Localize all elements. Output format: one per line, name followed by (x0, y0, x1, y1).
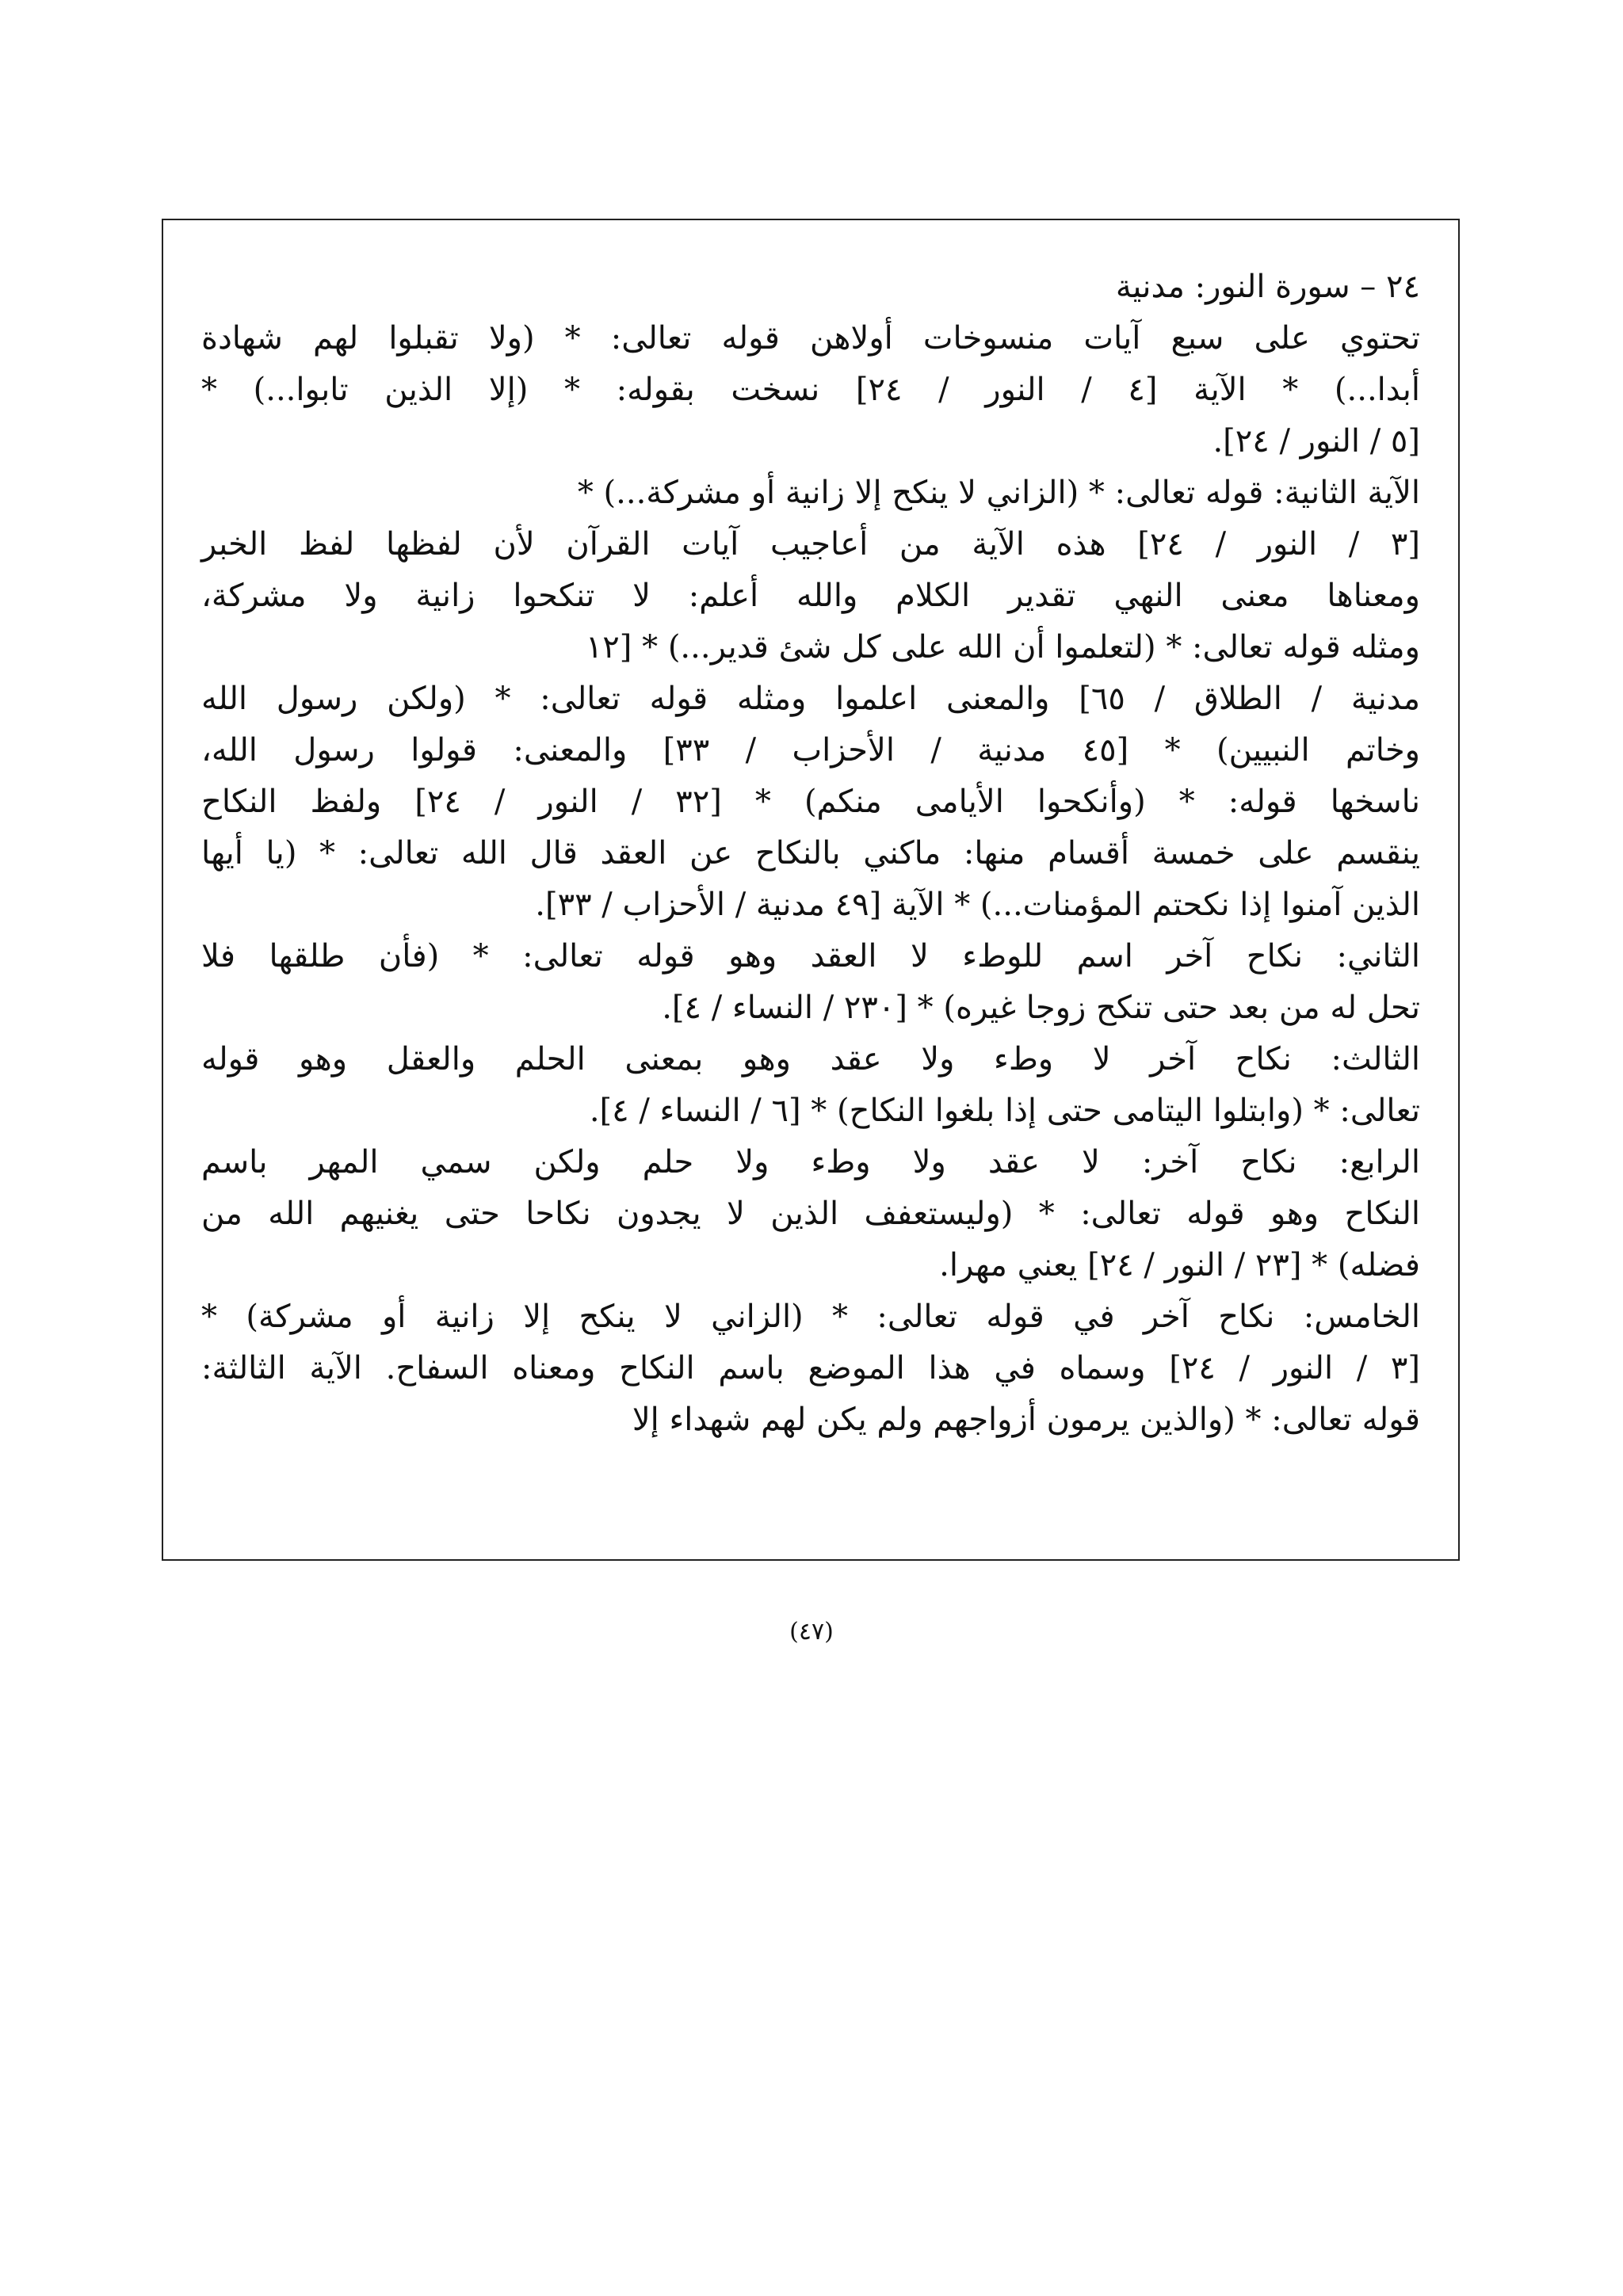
text-line: الخامس: نكاح آخر في قوله تعالى: * (الزاني لا ينكح إلا زانية أو مشركة) * (201, 1299, 1420, 1335)
text-line: الثاني: نكاح آخر اسم للوطء لا العقد وهو قوله تعالى: * (فأن طلقها فلا (201, 938, 1420, 974)
text-line: تعالى: * (وابتلوا اليتامى حتى إذا بلغوا النكاح) * [٦ / النساء / ٤]. (589, 1093, 1420, 1129)
text-line: [٥ / النور / ٢٤]. (1212, 423, 1420, 460)
text-line: [٣ / النور / ٢٤] وسماه في هذا الموضع باسم النكاح ومعناه السفاح. الآية الثالثة: (201, 1350, 1420, 1386)
page-frame (162, 219, 1460, 1561)
text-line: الآية الثانية: قوله تعالى: * (الزاني لا ينكح إلا زانية أو مشركة...) * (577, 475, 1420, 511)
surah-heading: ٢٤ – سورة النور: مدنية (1115, 269, 1420, 305)
text-line: [٣ / النور / ٢٤] هذه الآية من أعاجيب آيات القرآن لأن لفظها لفظ الخبر (201, 526, 1420, 563)
text-line: وخاتم النبيين) * [٤٥ مدنية / الأحزاب / ٣٣] والمعنى: قولوا رسول الله، (201, 732, 1420, 769)
text-line: فضله) * [٢٣ / النور / ٢٤] يعني مهرا. (939, 1247, 1420, 1283)
text-line: تحتوي على سبع آيات منسوخات أولاهن قوله تعالى: * (ولا تقبلوا لهم شهادة (201, 320, 1420, 357)
text-line: مدنية / الطلاق / ٦٥] والمعنى اعلموا ومثله قوله تعالى: * (ولكن رسول الله (201, 681, 1420, 717)
text-line: ينقسم على خمسة أقسام منها: ماكني بالنكاح عن العقد قال الله تعالى: * (يا أيها (201, 835, 1420, 871)
body-text (201, 261, 1420, 1446)
text-line: الذين آمنوا إذا نكحتم المؤمنات...) * الآية [٤٩ مدنية / الأحزاب / ٣٣]. (535, 887, 1420, 923)
text-line: ناسخها قوله: * (وأنكحوا الأيامى منكم) * [٣٢ / النور / ٢٤] ولفظ النكاح (201, 784, 1420, 820)
text-line: النكاح وهو قوله تعالى: * (وليستعفف الذين لا يجدون نكاحا حتى يغنيهم الله من (201, 1196, 1420, 1232)
text-line: ومعناها معنى النهي تقدير الكلام والله أعلم: لا تنكحوا زانية ولا مشركة، (201, 578, 1420, 614)
text-line: أبدا...) * الآية [٤ / النور / ٢٤] نسخت بقوله: * (إلا الذين تابوا...) * (201, 372, 1421, 408)
page-number: (٤٧) (789, 1618, 834, 1646)
text-line: الرابع: نكاح آخر: لا عقد ولا وطء ولا حلم ولكن سمي المهر باسم (201, 1144, 1420, 1180)
text-line: قوله تعالى: * (والذين يرمون أزواجهم ولم يكن لهم شهداء إلا (632, 1402, 1420, 1438)
text-line: ومثله قوله تعالى: * (لتعلموا أن الله على كل شئ قدير...) * [١٢ (585, 629, 1420, 666)
text-line: الثالث: نكاح آخر لا وطء ولا عقد وهو بمعنى الحلم والعقل وهو قوله (201, 1041, 1420, 1077)
text-line: تحل له من بعد حتى تنكح زوجا غيره) * [٢٣٠ / النساء / ٤]. (662, 990, 1420, 1026)
